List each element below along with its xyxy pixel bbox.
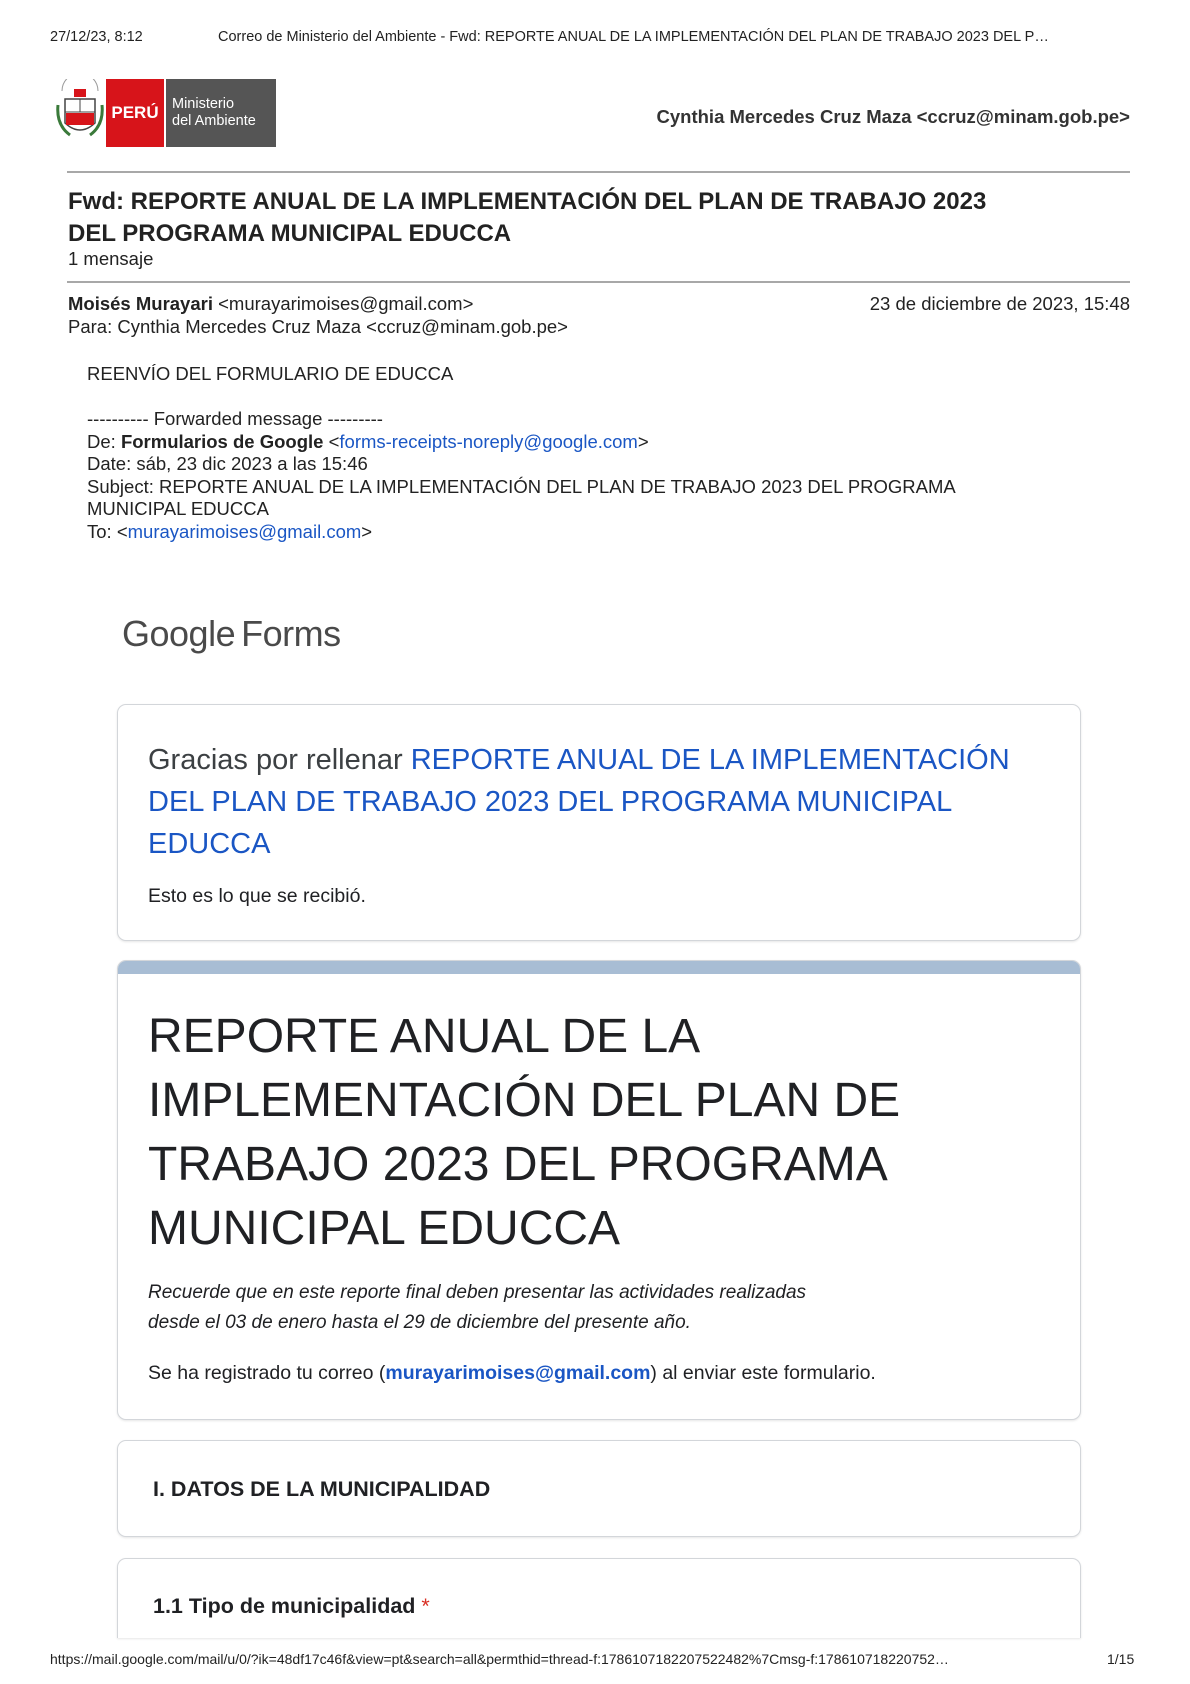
- email-notice-suffix: ) al enviar este formulario.: [650, 1362, 876, 1384]
- body-intro: REENVÍO DEL FORMULARIO DE EDUCCA: [87, 363, 454, 384]
- form-accent-bar: [118, 961, 1080, 974]
- form-description: [148, 1278, 806, 1338]
- print-page-number: 1/15: [1107, 1651, 1135, 1667]
- google-wordmark: Google: [122, 613, 236, 654]
- form-title-line-1: REPORTE ANUAL DE LA: [148, 1010, 701, 1063]
- required-asterisk: *: [421, 1594, 430, 1618]
- ministry-line-2: del Ambiente: [172, 113, 256, 129]
- form-title: [148, 1005, 900, 1261]
- question-card: [117, 1558, 1081, 1638]
- thread-subject: [68, 186, 986, 250]
- print-datetime: 27/12/23, 8:12: [50, 29, 143, 45]
- account-name: Cynthia Mercedes Cruz Maza <ccruz@minam.gob.pe>: [656, 106, 1130, 127]
- form-title-line-4: MUNICIPAL EDUCCA: [148, 1202, 621, 1255]
- divider: [67, 171, 1130, 173]
- divider: [67, 281, 1130, 283]
- lt: <: [116, 520, 128, 542]
- description-line-1: Recuerde que en este reporte final deben presentar las actividades realizadas: [148, 1282, 807, 1303]
- gt: >: [361, 520, 373, 542]
- email-notice-prefix: Se ha registrado tu correo (: [148, 1362, 386, 1384]
- question-title: [153, 1594, 430, 1619]
- forwarded-from: [87, 431, 956, 454]
- form-title-line-2: IMPLEMENTACIÓN DEL PLAN DE: [148, 1074, 901, 1127]
- peru-crest-icon: [56, 79, 104, 147]
- from-name: Formularios de Google: [120, 430, 324, 452]
- print-page-title: Correo de Ministerio del Ambiente - Fwd: REPORTE ANUAL DE LA IMPLEMENTACIÓN DEL PLAN DE TRABAJO 2023 DEL P…: [218, 29, 1049, 45]
- form-header-card: [117, 960, 1081, 1420]
- forwarded-date: Date: sáb, 23 dic 2023 a las 15:46: [87, 453, 368, 474]
- ministry-line-1: Ministerio: [172, 96, 235, 112]
- description-line-2: desde el 03 de enero hasta el 29 de diciembre del presente año.: [148, 1312, 691, 1333]
- ministry-logo: [56, 79, 276, 147]
- peru-box: [106, 79, 164, 147]
- message-count: 1 mensaje: [68, 248, 154, 269]
- google-forms-logo: [122, 613, 341, 655]
- from-label: De:: [87, 430, 116, 452]
- thread-subject-line-1: Fwd: REPORTE ANUAL DE LA IMPLEMENTACIÓN DEL PLAN DE TRABAJO 2023: [68, 188, 987, 215]
- print-url: https://mail.google.com/mail/u/0/?ik=48df17c46f&view=pt&search=all&permthid=thread-f:1786107182207522482%7Cmsg-f:178610718220752…: [50, 1651, 949, 1667]
- lt: <: [328, 430, 340, 452]
- thanks-heading: [148, 739, 1048, 865]
- forms-wordmark: Forms: [241, 613, 341, 654]
- message-date: 23 de diciembre de 2023, 15:48: [869, 293, 1130, 314]
- gt: >: [637, 430, 649, 452]
- question-label: 1.1 Tipo de municipalidad: [153, 1594, 416, 1618]
- sender-email: <murayarimoises@gmail.com>: [218, 293, 474, 314]
- section-title: I. DATOS DE LA MUNICIPALIDAD: [153, 1477, 491, 1501]
- peru-label: PERÚ: [111, 103, 159, 122]
- to-label: To:: [87, 520, 112, 542]
- forwarded-subject-line-2: MUNICIPAL EDUCCA: [87, 498, 269, 519]
- recipient-line: Para: Cynthia Mercedes Cruz Maza <ccruz@minam.gob.pe>: [68, 316, 568, 337]
- ministry-box: [166, 79, 276, 147]
- thanks-card: [117, 704, 1081, 941]
- forwarded-to: [87, 521, 956, 544]
- from-email-link[interactable]: forms-receipts-noreply@google.com: [339, 430, 638, 452]
- form-title-line-1: REPORTE ANUAL DE LA IMPLEMENTACIÓN: [410, 744, 1010, 776]
- thanks-prefix: Gracias por rellenar: [148, 744, 403, 776]
- forwarded-marker: ---------- Forwarded message ---------: [87, 408, 383, 429]
- forwarded-block: [87, 408, 956, 543]
- form-title-line-3: EDUCCA: [148, 828, 271, 860]
- forwarded-subject-line-1: Subject: REPORTE ANUAL DE LA IMPLEMENTACIÓN DEL PLAN DE TRABAJO 2023 DEL PROGRAMA: [87, 475, 956, 497]
- to-email-link[interactable]: murayarimoises@gmail.com: [127, 520, 362, 542]
- form-title-line-2: DEL PLAN DE TRABAJO 2023 DEL PROGRAMA MUNICIPAL: [148, 786, 953, 818]
- form-title-line-3: TRABAJO 2023 DEL PROGRAMA: [148, 1138, 888, 1191]
- sender-name: Moisés Murayari: [68, 293, 213, 314]
- received-note: Esto es lo que se recibió.: [148, 885, 366, 907]
- sender: [68, 293, 473, 315]
- email-notice: [148, 1362, 876, 1385]
- thread-subject-line-2: DEL PROGRAMA MUNICIPAL EDUCCA: [68, 220, 512, 247]
- registered-email-link[interactable]: murayarimoises@gmail.com: [385, 1362, 651, 1384]
- section-card: [117, 1440, 1081, 1537]
